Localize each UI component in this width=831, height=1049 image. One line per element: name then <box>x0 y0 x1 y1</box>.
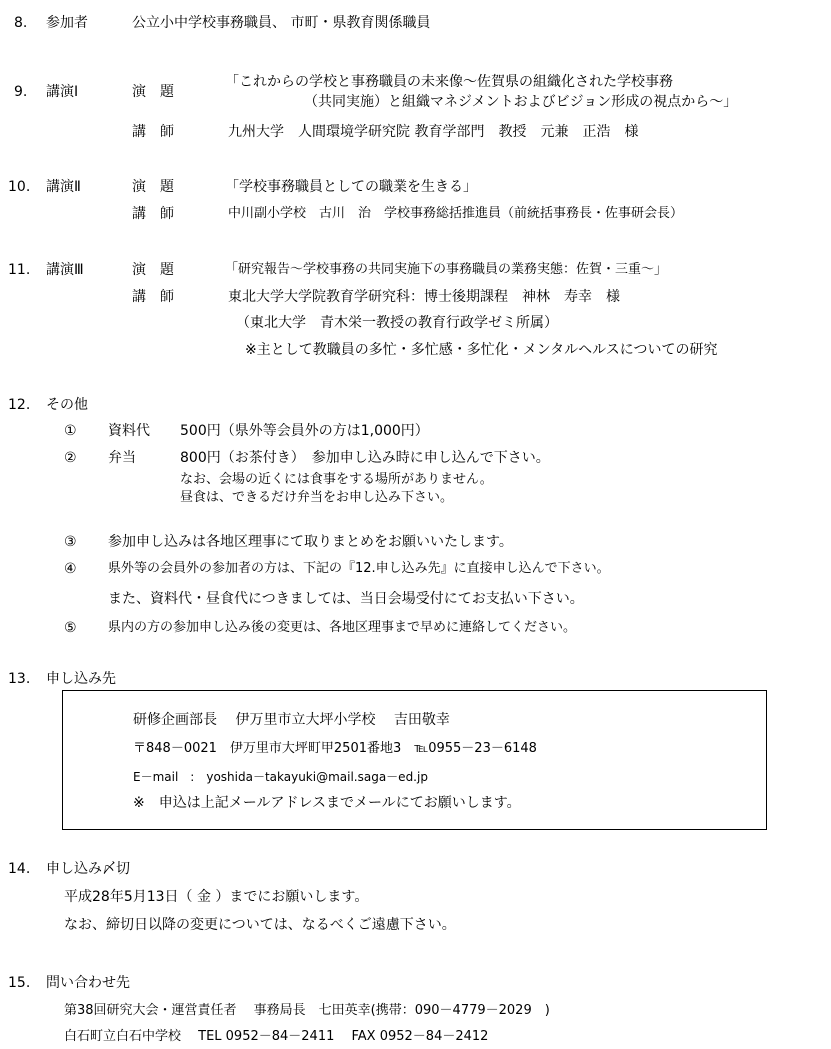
section-9-topic-label: 演 題 <box>132 84 174 100</box>
section-11-number: 11. <box>8 262 31 278</box>
item-5-text: 県内の方の参加申し込み後の変更は、各地区理事まで早めに連絡してください。 <box>108 620 577 635</box>
section-10-label: 講演Ⅱ <box>46 179 81 195</box>
section-13-number: 13. <box>8 671 31 687</box>
section-13-title: 申し込み先 <box>46 671 116 687</box>
deadline-line2: なお、締切日以降の変更については、なるべくご遠慮下さい。 <box>64 917 456 933</box>
item-4-text2: また、資料代・昼食代につきましては、当日会場受付にてお支払い下さい。 <box>108 591 584 607</box>
section-8-label: 参加者 <box>46 15 88 31</box>
item-1-mark: ① <box>64 423 77 439</box>
section-15-title: 問い合わせ先 <box>46 975 130 991</box>
item-2-note1: なお、会場の近くには食事をする場所がありません。 <box>180 472 493 487</box>
section-9-number: 9. <box>14 84 28 100</box>
contact-line2: 〒848－0021 伊万里市大坪町甲2501番地3 ℡0955－23－6148 <box>133 741 537 756</box>
item-2-text: 800円（お茶付き） 参加申し込み時に申し込んで下さい。 <box>180 450 550 466</box>
section-12-title: その他 <box>46 397 88 413</box>
section-10-topic: 「学校事務職員としての職業を生きる」 <box>225 179 477 195</box>
item-1-label: 資料代 <box>108 423 150 439</box>
section-9-topic-line1: 「これからの学校と事務職員の未来像～佐賀県の組織化された学校事務 <box>225 74 673 90</box>
section-11-lecturer: 東北大学大学院教育学研究科：博士後期課程 神林 寿幸 様 <box>228 289 620 305</box>
section-9-label: 講演Ⅰ <box>46 84 79 100</box>
item-2-mark: ② <box>64 450 77 466</box>
contact-email: E－mail : yoshida－takayuki@mail.saga－ed.jp <box>133 770 428 784</box>
deadline-line1: 平成28年5月13日（ 金 ）までにお願いします。 <box>64 889 369 905</box>
section-11-topic-label: 演 題 <box>132 262 174 278</box>
section-15-number: 15. <box>8 975 31 991</box>
contact-line1: 研修企画部長 伊万里市立大坪小学校 吉田敬幸 <box>133 712 450 728</box>
inquiry-line2: 白石町立白石中学校 TEL 0952－84－2411 FAX 0952－84－2412 <box>64 1029 489 1044</box>
item-1-text: 500円（県外等会員外の方は1,000円） <box>180 423 429 439</box>
section-11-topic: 「研究報告～学校事務の共同実施下の事務職員の業務実態：佐賀・三重～」 <box>225 262 668 277</box>
section-11-label: 講演Ⅲ <box>46 262 84 278</box>
section-8-number: 8. <box>14 15 28 31</box>
item-3-mark: ③ <box>64 534 77 550</box>
item-4-mark: ④ <box>64 561 77 577</box>
section-11-note1: （東北大学 青木栄一教授の教育行政学ゼミ所属） <box>236 315 558 331</box>
section-11-lecturer-label: 講 師 <box>132 289 174 305</box>
section-10-lecturer: 中川副小学校 古川 治 学校事務総括推進員（前統括事務長・佐事研会長） <box>228 206 684 221</box>
item-4-text: 県外等の会員外の参加者の方は、下記の『12.申し込み先』に直接申し込んで下さい。 <box>108 561 610 576</box>
section-8-text: 公立小中学校事務職員、 市町・県教育関係職員 <box>132 15 431 31</box>
section-11-note2: ※主として教職員の多忙・多忙感・多忙化・メンタルヘルスについての研究 <box>245 342 718 358</box>
inquiry-line1: 第38回研究大会・運営責任者 事務局長 七田英幸(携帯：090－4779－2029 ) <box>64 1003 550 1018</box>
item-2-label: 弁当 <box>108 450 136 466</box>
item-2-note2: 昼食は、できるだけ弁当をお申し込み下さい。 <box>180 490 454 505</box>
section-9-lecturer: 九州大学 人間環境学研究院 教育学部門 教授 元兼 正浩 様 <box>228 124 639 140</box>
section-14-number: 14. <box>8 861 31 877</box>
section-9-topic-line2: （共同実施）と組織マネジメントおよびビジョン形成の視点から～」 <box>304 94 738 110</box>
contact-note: ※ 申込は上記メールアドレスまでメールにてお願いします。 <box>133 795 521 811</box>
section-14-title: 申し込み〆切 <box>46 861 130 877</box>
section-10-lecturer-label: 講 師 <box>132 206 174 222</box>
section-10-number: 10. <box>8 179 31 195</box>
section-10-topic-label: 演 題 <box>132 179 174 195</box>
item-3-text: 参加申し込みは各地区理事にて取りまとめをお願いいたします。 <box>108 534 513 550</box>
section-12-number: 12. <box>8 397 31 413</box>
item-5-mark: ⑤ <box>64 620 77 636</box>
section-9-lecturer-label: 講 師 <box>132 124 174 140</box>
